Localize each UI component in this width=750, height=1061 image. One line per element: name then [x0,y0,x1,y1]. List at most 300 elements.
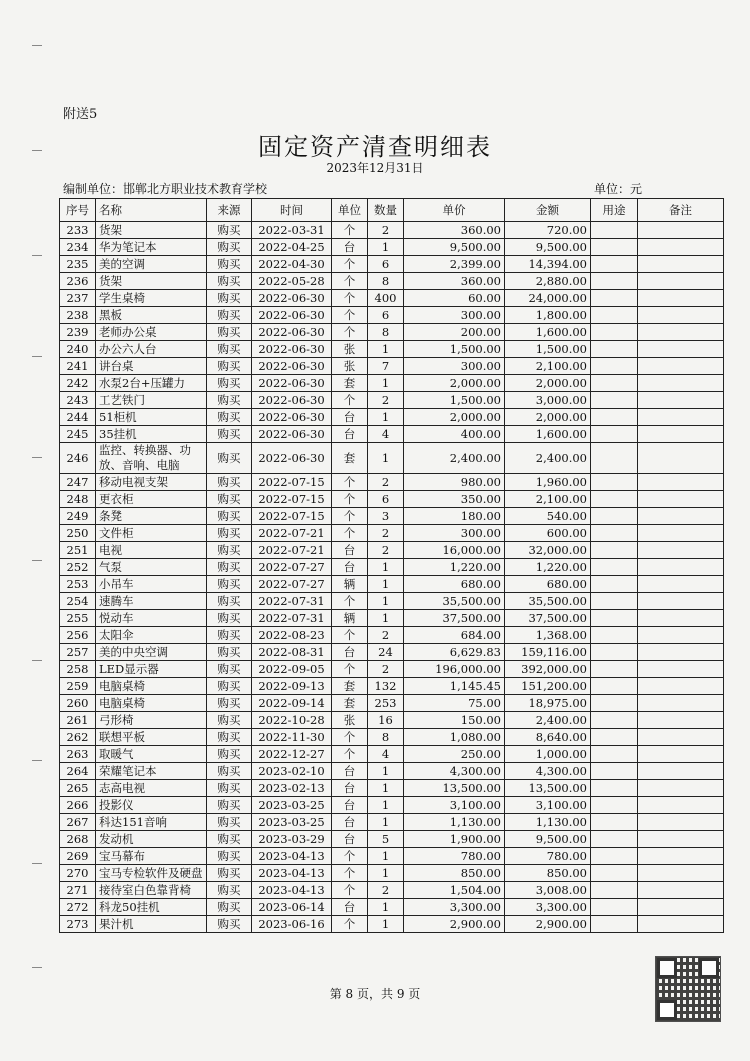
cell-amount: 2,400.00 [505,443,591,474]
cell-name: 更衣柜 [96,491,207,508]
cell-remarks [638,644,724,661]
cell-date: 2022-06-30 [252,307,332,324]
cell-index: 268 [60,831,96,848]
cell-unit-price: 1,500.00 [404,392,505,409]
cell-amount: 37,500.00 [505,610,591,627]
cell-index: 248 [60,491,96,508]
cell-index: 257 [60,644,96,661]
cell-name: 华为笔记本 [96,239,207,256]
table-row [60,610,724,627]
cell-quantity: 1 [368,848,404,865]
cell-date: 2022-06-30 [252,290,332,307]
cell-unit: 张 [332,341,368,358]
cell-amount: 32,000.00 [505,542,591,559]
cell-date: 2022-07-21 [252,542,332,559]
cell-remarks [638,307,724,324]
table-row [60,899,724,916]
cell-date: 2022-09-14 [252,695,332,712]
cell-unit: 套 [332,678,368,695]
cell-unit-price: 1,145.45 [404,678,505,695]
cell-usage [591,307,638,324]
report-date: 2023年12月31日 [326,161,424,175]
qr-code-icon [655,956,721,1022]
cell-index: 252 [60,559,96,576]
cell-name: 志高电视 [96,780,207,797]
cell-name: 投影仪 [96,797,207,814]
cell-date: 2023-04-13 [252,865,332,882]
cell-source: 购买 [207,746,252,763]
cell-source: 购买 [207,593,252,610]
cell-unit-price: 680.00 [404,576,505,593]
cell-unit-price: 780.00 [404,848,505,865]
cell-date: 2022-06-30 [252,375,332,392]
cell-amount: 2,100.00 [505,358,591,375]
table-header-row [60,199,724,222]
cell-index: 260 [60,695,96,712]
cell-usage [591,695,638,712]
cell-unit-price: 2,900.00 [404,916,505,933]
cell-index: 270 [60,865,96,882]
cell-remarks [638,491,724,508]
cell-amount: 2,880.00 [505,273,591,290]
table-row [60,222,724,239]
cell-date: 2022-07-21 [252,525,332,542]
cell-index: 253 [60,576,96,593]
cell-source: 购买 [207,443,252,474]
cell-date: 2022-07-31 [252,593,332,610]
cell-remarks [638,324,724,341]
cell-unit-price: 6,629.83 [404,644,505,661]
cell-unit: 个 [332,848,368,865]
cell-index: 272 [60,899,96,916]
cell-source: 购买 [207,358,252,375]
column-header-index: 序号 [60,199,96,222]
cell-name: 荣耀笔记本 [96,763,207,780]
table-row [60,559,724,576]
cell-unit-price: 196,000.00 [404,661,505,678]
cell-source: 购买 [207,610,252,627]
cell-index: 265 [60,780,96,797]
table-row [60,797,724,814]
asset-table [59,198,724,933]
cell-unit: 个 [332,865,368,882]
cell-index: 244 [60,409,96,426]
table-row [60,341,724,358]
cell-name: 监控、转换器、功放、音响、电脑 [96,443,207,474]
cell-source: 购买 [207,222,252,239]
cell-date: 2023-04-13 [252,848,332,865]
cell-amount: 8,640.00 [505,729,591,746]
cell-remarks [638,763,724,780]
cell-index: 247 [60,474,96,491]
cell-usage [591,729,638,746]
cell-quantity: 1 [368,610,404,627]
cell-source: 购买 [207,290,252,307]
cell-date: 2023-02-13 [252,780,332,797]
table-row [60,542,724,559]
cell-remarks [638,865,724,882]
cell-remarks [638,882,724,899]
cell-amount: 3,000.00 [505,392,591,409]
cell-quantity: 16 [368,712,404,729]
cell-unit: 个 [332,729,368,746]
cell-remarks [638,443,724,474]
cell-remarks [638,593,724,610]
cell-name: 51柜机 [96,409,207,426]
table-row [60,627,724,644]
cell-usage [591,222,638,239]
cell-unit: 个 [332,324,368,341]
cell-unit: 个 [332,491,368,508]
cell-remarks [638,678,724,695]
table-row [60,865,724,882]
cell-quantity: 1 [368,899,404,916]
cell-name: 速腾车 [96,593,207,610]
cell-remarks [638,222,724,239]
cell-quantity: 6 [368,491,404,508]
cell-unit: 个 [332,627,368,644]
cell-quantity: 1 [368,780,404,797]
cell-date: 2022-06-30 [252,409,332,426]
cell-unit: 个 [332,290,368,307]
cell-name: 美的空调 [96,256,207,273]
table-row [60,848,724,865]
cell-name: 宝马幕布 [96,848,207,865]
scan-margin-mark [32,255,42,256]
cell-index: 239 [60,324,96,341]
cell-amount: 3,300.00 [505,899,591,916]
cell-name: LED显示器 [96,661,207,678]
cell-unit-price: 684.00 [404,627,505,644]
cell-date: 2022-07-31 [252,610,332,627]
cell-quantity: 1 [368,239,404,256]
cell-quantity: 1 [368,443,404,474]
cell-quantity: 1 [368,576,404,593]
cell-unit: 台 [332,831,368,848]
cell-date: 2022-08-31 [252,644,332,661]
cell-amount: 720.00 [505,222,591,239]
table-row [60,831,724,848]
cell-source: 购买 [207,865,252,882]
cell-amount: 1,600.00 [505,426,591,443]
cell-unit-price: 360.00 [404,222,505,239]
cell-amount: 1,600.00 [505,324,591,341]
cell-unit-price: 1,220.00 [404,559,505,576]
table-row [60,409,724,426]
cell-unit-price: 1,900.00 [404,831,505,848]
cell-remarks [638,290,724,307]
cell-index: 269 [60,848,96,865]
cell-unit-price: 400.00 [404,426,505,443]
cell-usage [591,525,638,542]
cell-usage [591,831,638,848]
cell-unit-price: 1,504.00 [404,882,505,899]
cell-name: 弓形椅 [96,712,207,729]
cell-usage [591,712,638,729]
cell-unit: 张 [332,358,368,375]
cell-date: 2022-11-30 [252,729,332,746]
cell-index: 236 [60,273,96,290]
cell-usage [591,593,638,610]
cell-unit: 台 [332,899,368,916]
cell-unit: 台 [332,426,368,443]
cell-unit: 台 [332,644,368,661]
cell-unit-price: 75.00 [404,695,505,712]
cell-amount: 1,220.00 [505,559,591,576]
cell-quantity: 2 [368,627,404,644]
cell-index: 267 [60,814,96,831]
cell-unit: 台 [332,409,368,426]
cell-source: 购买 [207,899,252,916]
table-row [60,508,724,525]
cell-index: 245 [60,426,96,443]
cell-unit: 个 [332,882,368,899]
cell-unit-price: 1,080.00 [404,729,505,746]
cell-quantity: 4 [368,426,404,443]
table-row [60,474,724,491]
cell-date: 2023-06-16 [252,916,332,933]
column-header-remarks: 备注 [638,199,724,222]
table-row [60,644,724,661]
cell-usage [591,661,638,678]
cell-date: 2022-05-28 [252,273,332,290]
cell-remarks [638,848,724,865]
cell-index: 251 [60,542,96,559]
column-header-date: 时间 [252,199,332,222]
cell-usage [591,610,638,627]
cell-unit-price: 350.00 [404,491,505,508]
cell-usage [591,443,638,474]
cell-date: 2022-09-13 [252,678,332,695]
cell-unit-price: 300.00 [404,307,505,324]
cell-date: 2023-03-25 [252,814,332,831]
cell-remarks [638,576,724,593]
cell-remarks [638,712,724,729]
cell-unit: 辆 [332,576,368,593]
page-title: 固定资产清查明细表 [258,133,492,161]
cell-index: 249 [60,508,96,525]
cell-unit: 个 [332,307,368,324]
cell-remarks [638,542,724,559]
cell-unit: 台 [332,239,368,256]
cell-amount: 159,116.00 [505,644,591,661]
cell-quantity: 400 [368,290,404,307]
cell-quantity: 8 [368,324,404,341]
table-row [60,426,724,443]
cell-remarks [638,375,724,392]
table-row [60,661,724,678]
cell-name: 美的中央空调 [96,644,207,661]
cell-unit: 个 [332,474,368,491]
cell-name: 取暖气 [96,746,207,763]
cell-source: 购买 [207,273,252,290]
cell-quantity: 1 [368,341,404,358]
table-row [60,324,724,341]
cell-unit: 个 [332,593,368,610]
cell-usage [591,239,638,256]
cell-amount: 3,100.00 [505,797,591,814]
table-row [60,916,724,933]
cell-amount: 24,000.00 [505,290,591,307]
cell-amount: 151,200.00 [505,678,591,695]
cell-date: 2022-08-23 [252,627,332,644]
cell-remarks [638,780,724,797]
cell-source: 购买 [207,729,252,746]
cell-name: 讲台桌 [96,358,207,375]
cell-source: 购买 [207,627,252,644]
cell-index: 246 [60,443,96,474]
cell-quantity: 253 [368,695,404,712]
cell-amount: 600.00 [505,525,591,542]
table-row [60,443,724,474]
cell-name: 35挂机 [96,426,207,443]
cell-source: 购买 [207,882,252,899]
column-header-name: 名称 [96,199,207,222]
cell-usage [591,409,638,426]
cell-date: 2022-10-28 [252,712,332,729]
cell-usage [591,491,638,508]
table-row [60,525,724,542]
cell-date: 2022-06-30 [252,443,332,474]
cell-usage [591,797,638,814]
cell-source: 购买 [207,256,252,273]
cell-unit-price: 180.00 [404,508,505,525]
cell-source: 购买 [207,542,252,559]
cell-amount: 1,368.00 [505,627,591,644]
cell-quantity: 1 [368,814,404,831]
cell-quantity: 2 [368,222,404,239]
cell-unit: 个 [332,392,368,409]
cell-index: 233 [60,222,96,239]
cell-index: 266 [60,797,96,814]
cell-usage [591,426,638,443]
cell-name: 学生桌椅 [96,290,207,307]
cell-date: 2022-06-30 [252,341,332,358]
cell-quantity: 2 [368,392,404,409]
cell-name: 科达151音响 [96,814,207,831]
cell-index: 235 [60,256,96,273]
cell-usage [591,848,638,865]
cell-unit-price: 2,400.00 [404,443,505,474]
table-row [60,712,724,729]
table-row [60,780,724,797]
cell-usage [591,542,638,559]
cell-remarks [638,899,724,916]
cell-source: 购买 [207,525,252,542]
cell-date: 2022-07-15 [252,491,332,508]
cell-index: 241 [60,358,96,375]
organization-label: 编制单位：邯郸北方职业技术教育学校 [63,182,268,196]
cell-source: 购买 [207,831,252,848]
cell-index: 255 [60,610,96,627]
attachment-label: 附送5 [63,107,98,122]
cell-amount: 9,500.00 [505,239,591,256]
cell-index: 256 [60,627,96,644]
table-row [60,763,724,780]
scan-margin-mark [32,760,42,761]
cell-unit: 个 [332,525,368,542]
cell-source: 购买 [207,848,252,865]
cell-amount: 850.00 [505,865,591,882]
page-number: 第 8 页，共 9 页 [329,987,421,1001]
cell-usage [591,746,638,763]
cell-name: 办公六人台 [96,341,207,358]
cell-amount: 1,000.00 [505,746,591,763]
cell-source: 购买 [207,409,252,426]
table-row [60,256,724,273]
cell-source: 购买 [207,426,252,443]
cell-date: 2022-07-27 [252,576,332,593]
cell-amount: 680.00 [505,576,591,593]
cell-unit: 台 [332,780,368,797]
cell-name: 小吊车 [96,576,207,593]
cell-source: 购买 [207,341,252,358]
cell-usage [591,814,638,831]
cell-quantity: 8 [368,273,404,290]
cell-usage [591,678,638,695]
scan-margin-mark [32,967,42,968]
cell-quantity: 2 [368,882,404,899]
cell-remarks [638,797,724,814]
table-row [60,814,724,831]
cell-remarks [638,409,724,426]
cell-usage [591,358,638,375]
cell-quantity: 1 [368,916,404,933]
cell-unit: 个 [332,746,368,763]
cell-unit: 套 [332,375,368,392]
scan-margin-mark [32,863,42,864]
cell-amount: 2,000.00 [505,409,591,426]
column-header-unit-price: 单价 [404,199,505,222]
cell-index: 264 [60,763,96,780]
cell-index: 242 [60,375,96,392]
cell-name: 悦动车 [96,610,207,627]
cell-unit: 台 [332,797,368,814]
cell-usage [591,916,638,933]
cell-name: 宝马专检软件及硬盘 [96,865,207,882]
cell-remarks [638,814,724,831]
scan-margin-mark [32,560,42,561]
cell-unit: 台 [332,763,368,780]
cell-index: 238 [60,307,96,324]
cell-date: 2022-04-25 [252,239,332,256]
cell-amount: 1,800.00 [505,307,591,324]
cell-name: 水泵2台+压罐力 [96,375,207,392]
cell-usage [591,644,638,661]
cell-unit: 个 [332,508,368,525]
cell-source: 购买 [207,797,252,814]
cell-source: 购买 [207,239,252,256]
cell-remarks [638,729,724,746]
cell-date: 2023-03-25 [252,797,332,814]
cell-amount: 2,900.00 [505,916,591,933]
table-row [60,239,724,256]
cell-quantity: 1 [368,763,404,780]
cell-amount: 1,130.00 [505,814,591,831]
cell-usage [591,256,638,273]
cell-amount: 540.00 [505,508,591,525]
cell-source: 购买 [207,763,252,780]
cell-remarks [638,341,724,358]
cell-unit: 台 [332,542,368,559]
cell-amount: 9,500.00 [505,831,591,848]
cell-usage [591,392,638,409]
cell-index: 243 [60,392,96,409]
cell-name: 联想平板 [96,729,207,746]
cell-remarks [638,627,724,644]
cell-amount: 2,400.00 [505,712,591,729]
cell-name: 工艺铁门 [96,392,207,409]
